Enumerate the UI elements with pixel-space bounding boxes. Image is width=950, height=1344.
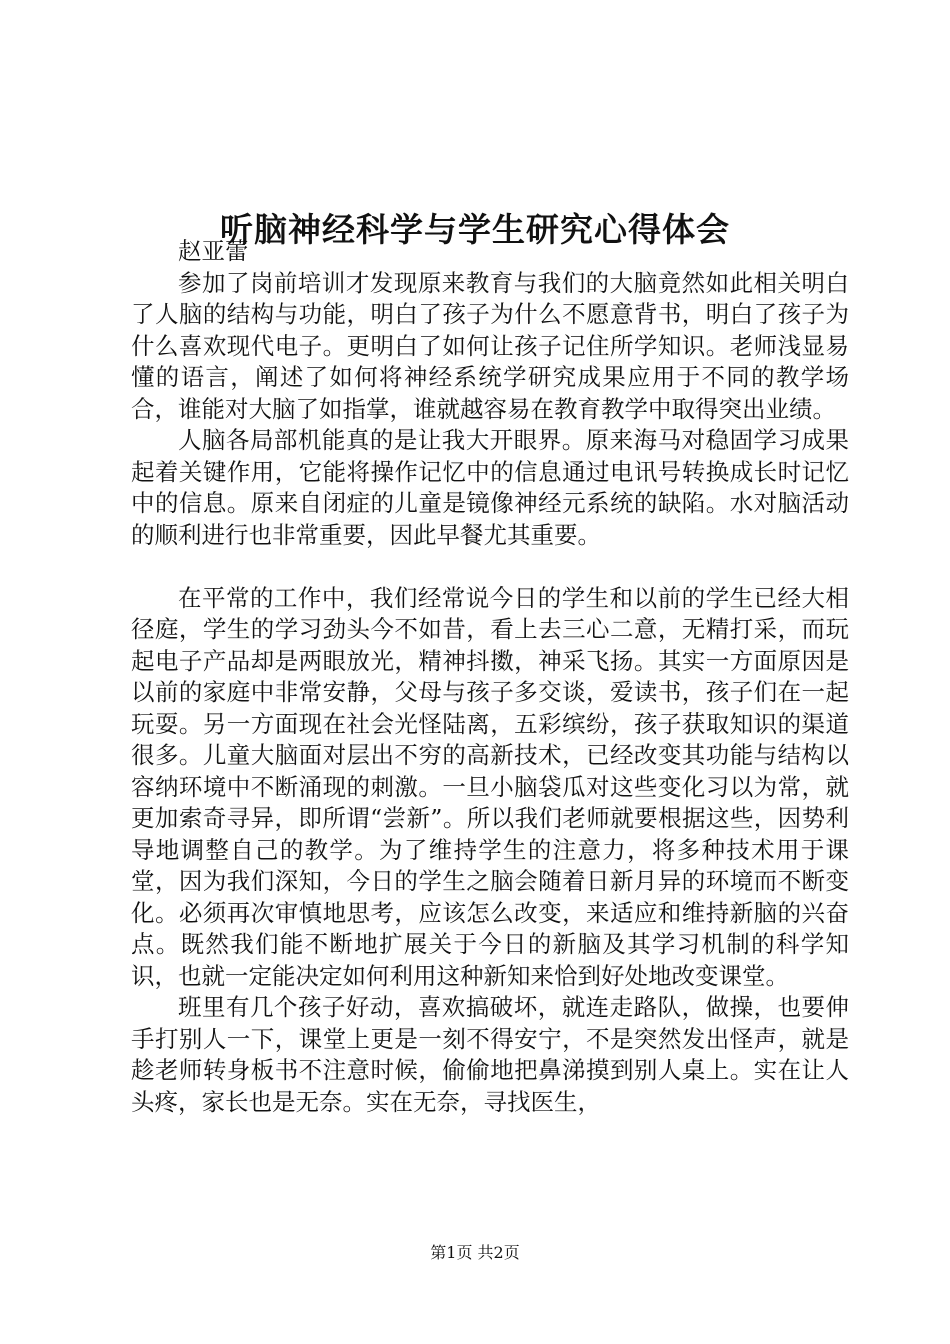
page-footer: 第1页 共2页 (430, 1243, 520, 1262)
paragraph-3: 在平常的工作中，我们经常说今日的学生和以前的学生已经大相径庭，学生的学习劲头今不如昔，看上去三心二意，无精打采，而玩起电子产品却是两眼放光，精神抖擞，神采飞扬。其实一方面原因是以前的家庭中非常安静，父母与孩子多交谈，爱读书，孩子们在一起玩耍。另一方面现在社会光怪陆离，五彩缤纷，孩子获取知识的渠道很多。儿童大脑面对层出不穷的高新技术，已经改变其功能与结构以容纳环境中不断涌现的刺激。一旦小脑袋瓜对这些变化习以为常，就更加索奇寻异，即所谓“尝新”。所以我们老师就要根据这些，因势利导地调整自己的教学。为了维持学生的注意力，将多种技术用于课堂，因为我们深知，今日的学生之脑会随着日新月异的环境而不断变化。必须再次审慎地思考，应该怎么改变，来适应和维持新脑的兴奋点。既然我们能不断地扩展关于今日的新脑及其学习机制的科学知识，也就一定能决定如何利用这种新知来恰到好处地改变课堂。 (131, 583, 849, 990)
paragraph-2: 人脑各局部机能真的是让我大开眼界。原来海马对稳固学习成果起着关键作用，它能将操作记忆中的信息通过电讯号转换成长时记忆中的信息。原来自闭症的儿童是镜像神经元系统的缺陷。水对脑活动的顺利进行也非常重要，因此早餐尤其重要。 (131, 426, 849, 549)
paragraph-1: 参加了岗前培训才发现原来教育与我们的大脑竟然如此相关明白了人脑的结构与功能，明白了孩子为什么不愿意背书，明白了孩子为什么喜欢现代电子。更明白了如何让孩子记住所学知识。老师浅显易懂的语言，阐述了如何将神经系统学研究成果应用于不同的教学场合，谁能对大脑了如指掌，谁就越容易在教育教学中取得突出业绩。 (131, 268, 849, 423)
document-body (131, 236, 849, 1118)
author-name: 赵亚蕾 (178, 237, 249, 265)
document-title: 听脑神经科学与学生研究心得体会 (220, 210, 730, 250)
paragraph-spacer (131, 551, 849, 583)
paragraph-4: 班里有几个孩子好动，喜欢搞破坏，就连走路队，做操，也要伸手打别人一下，课堂上更是一刻不得安宁，不是突然发出怪声，就是趁老师转身板书不注意时候，偷偷地把鼻涕摸到别人桌上。实在让人头疼，家长也是无奈。实在无奈，寻找医生， (131, 993, 849, 1116)
